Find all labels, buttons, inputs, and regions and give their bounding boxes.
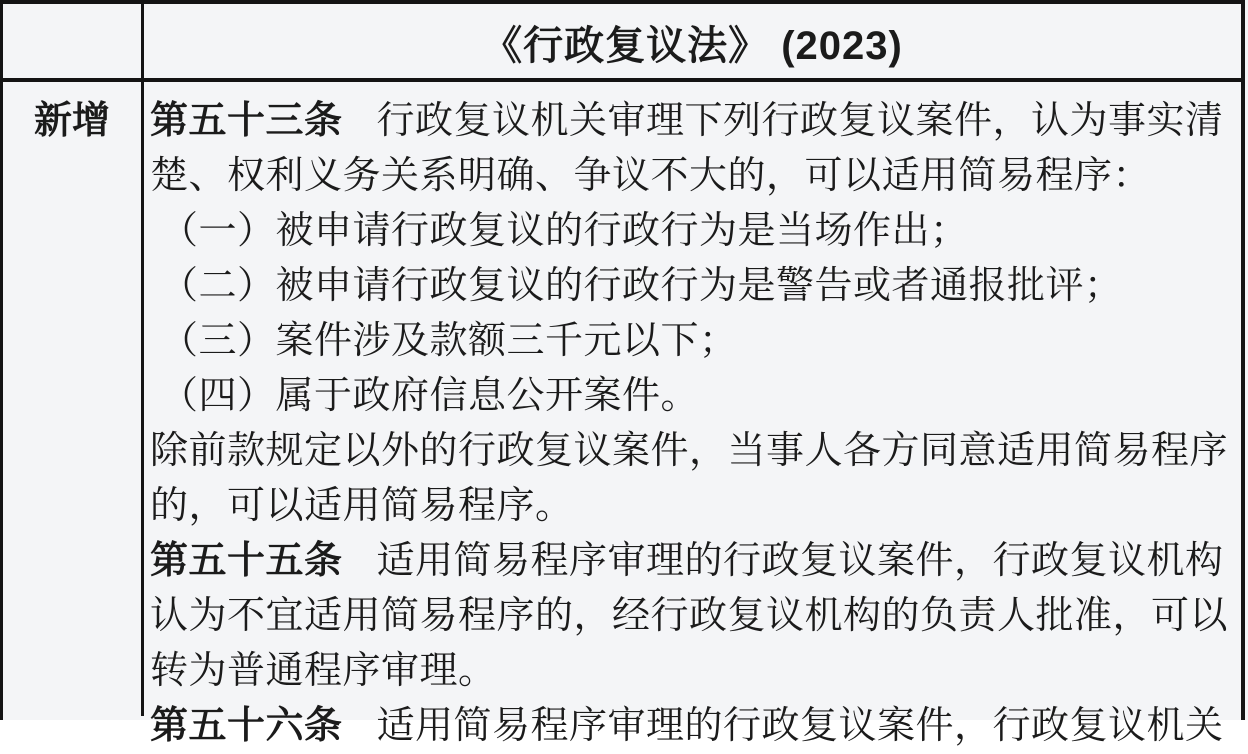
law-text-line bbox=[150, 259, 1237, 314]
article-number: 第五十三条 bbox=[150, 100, 343, 142]
law-text-line bbox=[150, 479, 1237, 534]
row-label-new-addition: 新增 bbox=[33, 100, 110, 142]
row-label-cell bbox=[3, 82, 144, 716]
law-text-line bbox=[150, 369, 1237, 424]
line-text: 的，可以适用简易程序。 bbox=[150, 485, 574, 527]
law-text-line bbox=[150, 204, 1237, 259]
law-text-line bbox=[150, 699, 1237, 754]
law-text-line bbox=[150, 644, 1237, 699]
line-text: （三）案件涉及款额三千元以下； bbox=[160, 320, 738, 362]
table-header-row bbox=[3, 4, 1241, 82]
line-text: 认为不宜适用简易程序的，经行政复议机构的负责人批准，可以 bbox=[150, 595, 1229, 637]
law-text-line bbox=[150, 534, 1237, 589]
article-number: 第五十五条 bbox=[150, 540, 343, 582]
table-body-row bbox=[3, 82, 1241, 747]
line-text: （四）属于政府信息公开案件。 bbox=[160, 375, 700, 417]
line-text: 转为普通程序审理。 bbox=[150, 650, 497, 692]
line-text: 除前款规定以外的行政复议案件，当事人各方同意适用简易程序 bbox=[150, 430, 1229, 472]
law-text-cell bbox=[144, 82, 1241, 747]
line-text: 适用简易程序审理的行政复议案件，行政复议机关 bbox=[376, 705, 1224, 747]
line-text: （二）被申请行政复议的行政行为是警告或者通报批评； bbox=[160, 265, 1123, 307]
header-empty-cell bbox=[3, 4, 144, 78]
line-text: （一）被申请行政复议的行政行为是当场作出； bbox=[160, 210, 969, 252]
line-text: 楚、权利义务关系明确、争议不大的，可以适用简易程序： bbox=[150, 155, 1152, 197]
law-text-line bbox=[150, 589, 1237, 644]
law-text-line bbox=[150, 94, 1237, 149]
law-title: 《行政复议法》 (2023) bbox=[482, 23, 903, 68]
line-text: 适用简易程序审理的行政复议案件，行政复议机构 bbox=[376, 540, 1224, 582]
law-text-line bbox=[150, 149, 1237, 204]
law-text-line bbox=[150, 314, 1237, 369]
article-number: 第五十六条 bbox=[150, 705, 343, 747]
law-text-line bbox=[150, 424, 1237, 479]
line-text: 行政复议机关审理下列行政复议案件，认为事实清 bbox=[376, 100, 1224, 142]
